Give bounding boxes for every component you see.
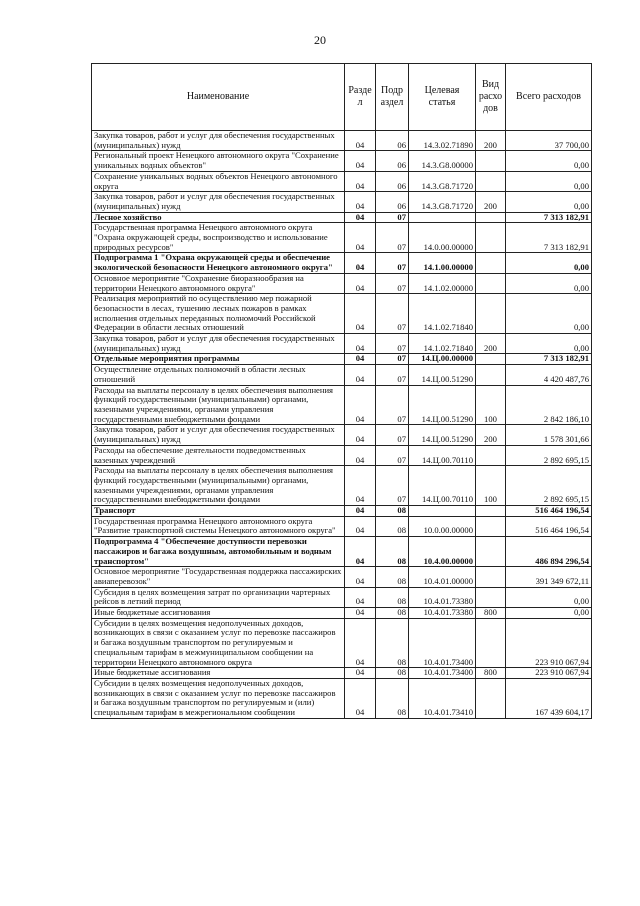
cell-name: Закупка товаров, работ и услуг для обеспечения государственных (муниципальных) нужд — [92, 131, 345, 151]
cell-total: 1 578 301,66 — [506, 425, 592, 445]
cell-type: 200 — [476, 131, 506, 151]
cell-total: 7 313 182,91 — [506, 212, 592, 223]
cell-subsection: 08 — [376, 618, 409, 668]
cell-target: 14.Ц.00.51290 — [409, 425, 476, 445]
cell-target: 10.4.01.00000 — [409, 567, 476, 587]
cell-name: Транспорт — [92, 506, 345, 517]
cell-section: 04 — [345, 223, 376, 253]
cell-subsection: 07 — [376, 253, 409, 273]
table-row — [92, 385, 592, 425]
table-row — [92, 171, 592, 191]
cell-section: 04 — [345, 587, 376, 607]
cell-subsection: 07 — [376, 223, 409, 253]
cell-section: 04 — [345, 294, 376, 334]
cell-subsection: 08 — [376, 608, 409, 619]
table-row — [92, 668, 592, 679]
cell-name: Государственная программа Ненецкого автономного округа "Развитие транспортной системы Ненецкого автономного округа" — [92, 516, 345, 536]
cell-type — [476, 223, 506, 253]
cell-type — [476, 445, 506, 465]
cell-name: Субсидии в целях возмещения недополученных доходов, возникающих в связи с оказанием услуг по перевозке пассажиров и багажа воздушным транспортом по регулируемым и специальным тарифам в межмуниципальном сообщении на территории Ненецкого автономного округа — [92, 618, 345, 668]
cell-section: 04 — [345, 334, 376, 354]
cell-section: 04 — [345, 608, 376, 619]
cell-subsection: 07 — [376, 365, 409, 385]
table-row — [92, 334, 592, 354]
cell-target: 14.1.02.71840 — [409, 294, 476, 334]
cell-section: 04 — [345, 131, 376, 151]
cell-section: 04 — [345, 212, 376, 223]
table-row — [92, 466, 592, 506]
header-section: Разде л — [345, 64, 376, 131]
cell-subsection: 06 — [376, 171, 409, 191]
cell-type — [476, 567, 506, 587]
table-row — [92, 516, 592, 536]
cell-subsection: 07 — [376, 445, 409, 465]
cell-target: 10.4.01.73400 — [409, 618, 476, 668]
cell-type: 100 — [476, 466, 506, 506]
cell-target: 14.Ц.00.51290 — [409, 365, 476, 385]
table-row — [92, 618, 592, 668]
cell-total: 37 700,00 — [506, 131, 592, 151]
cell-section: 04 — [345, 385, 376, 425]
cell-type — [476, 678, 506, 718]
cell-name: Реализация мероприятий по осуществлению мер пожарной безопасности в лесах, тушению лесных пожаров в рамках исполнения отдельных переданных полномочий Российской Федерации в области лесных отношений — [92, 294, 345, 334]
cell-total: 4 420 487,76 — [506, 365, 592, 385]
table-row — [92, 608, 592, 619]
cell-target: 10.4.01.73380 — [409, 608, 476, 619]
cell-total: 0,00 — [506, 294, 592, 334]
cell-target — [409, 506, 476, 517]
table-row — [92, 131, 592, 151]
cell-type: 800 — [476, 608, 506, 619]
cell-subsection: 08 — [376, 668, 409, 679]
cell-name: Закупка товаров, работ и услуг для обеспечения государственных (муниципальных) нужд — [92, 192, 345, 212]
budget-table — [91, 63, 592, 719]
cell-section: 04 — [345, 171, 376, 191]
cell-name: Региональный проект Ненецкого автономного округа "Сохранение уникальных водных объектов" — [92, 151, 345, 171]
cell-type — [476, 365, 506, 385]
cell-type — [476, 151, 506, 171]
cell-section: 04 — [345, 425, 376, 445]
cell-subsection: 07 — [376, 385, 409, 425]
table-row — [92, 365, 592, 385]
cell-name: Осуществление отдельных полномочий в области лесных отношений — [92, 365, 345, 385]
cell-total: 2 842 186,10 — [506, 385, 592, 425]
cell-total: 0,00 — [506, 253, 592, 273]
header-name: Наименование — [92, 64, 345, 131]
cell-section: 04 — [345, 678, 376, 718]
cell-type — [476, 516, 506, 536]
cell-total: 2 892 695,15 — [506, 445, 592, 465]
cell-name: Иные бюджетные ассигнования — [92, 668, 345, 679]
cell-subsection: 06 — [376, 192, 409, 212]
cell-target: 14.1.00.00000 — [409, 253, 476, 273]
cell-name: Подпрограмма 4 "Обеспечение доступности перевозки пассажиров и багажа воздушным, автомобильным и водным транспортом" — [92, 537, 345, 567]
cell-type — [476, 618, 506, 668]
header-total: Всего расходов — [506, 64, 592, 131]
cell-section: 04 — [345, 567, 376, 587]
table-row — [92, 678, 592, 718]
cell-type — [476, 587, 506, 607]
cell-section: 04 — [345, 466, 376, 506]
cell-name: Отдельные мероприятия программы — [92, 354, 345, 365]
cell-target: 14.0.00.00000 — [409, 223, 476, 253]
cell-target: 14.3.G8.00000 — [409, 151, 476, 171]
cell-total: 0,00 — [506, 273, 592, 293]
cell-subsection: 07 — [376, 425, 409, 445]
cell-section: 04 — [345, 273, 376, 293]
table-row — [92, 506, 592, 517]
table-row — [92, 223, 592, 253]
cell-type: 800 — [476, 668, 506, 679]
cell-subsection: 06 — [376, 131, 409, 151]
cell-section: 04 — [345, 618, 376, 668]
cell-name: Иные бюджетные ассигнования — [92, 608, 345, 619]
cell-section: 04 — [345, 668, 376, 679]
cell-section: 04 — [345, 365, 376, 385]
cell-total: 0,00 — [506, 192, 592, 212]
cell-total: 7 313 182,91 — [506, 354, 592, 365]
cell-total: 0,00 — [506, 171, 592, 191]
cell-target: 14.3.02.71890 — [409, 131, 476, 151]
cell-total: 7 313 182,91 — [506, 223, 592, 253]
cell-subsection: 08 — [376, 516, 409, 536]
cell-target: 14.3.G8.71720 — [409, 192, 476, 212]
cell-name: Сохранение уникальных водных объектов Ненецкого автономного округа — [92, 171, 345, 191]
cell-name: Государственная программа Ненецкого автономного округа "Охрана окружающей среды, воспроизводство и использование природных ресурсов" — [92, 223, 345, 253]
cell-type: 200 — [476, 192, 506, 212]
table-row — [92, 294, 592, 334]
table-row — [92, 587, 592, 607]
cell-section: 04 — [345, 253, 376, 273]
cell-subsection: 06 — [376, 151, 409, 171]
table-row — [92, 445, 592, 465]
cell-subsection: 08 — [376, 587, 409, 607]
cell-section: 04 — [345, 354, 376, 365]
cell-section: 04 — [345, 445, 376, 465]
cell-total: 516 464 196,54 — [506, 516, 592, 536]
table-row — [92, 253, 592, 273]
table-row — [92, 151, 592, 171]
cell-name: Расходы на выплаты персоналу в целях обеспечения выполнения функций государственными (муниципальными) органами, казенными учреждениями, органами управления государственными внебюджетными фондами — [92, 385, 345, 425]
cell-type — [476, 273, 506, 293]
cell-subsection: 07 — [376, 273, 409, 293]
cell-target: 10.4.01.73400 — [409, 668, 476, 679]
cell-subsection: 07 — [376, 354, 409, 365]
cell-target: 14.Ц.00.51290 — [409, 385, 476, 425]
cell-name: Основное мероприятие "Сохранение биоразнообразия на территории Ненецкого автономного округа" — [92, 273, 345, 293]
cell-type: 100 — [476, 385, 506, 425]
cell-section: 04 — [345, 151, 376, 171]
table-row — [92, 192, 592, 212]
cell-type — [476, 171, 506, 191]
table-header-row — [92, 64, 592, 131]
cell-subsection: 07 — [376, 294, 409, 334]
cell-target: 10.4.00.00000 — [409, 537, 476, 567]
cell-name: Субсидия в целях возмещения затрат по организации чартерных рейсов в летний период — [92, 587, 345, 607]
table-row — [92, 425, 592, 445]
cell-total: 0,00 — [506, 334, 592, 354]
cell-total: 391 349 672,11 — [506, 567, 592, 587]
cell-section: 04 — [345, 506, 376, 517]
cell-total: 0,00 — [506, 608, 592, 619]
cell-section: 04 — [345, 192, 376, 212]
header-subsection: Подр аздел — [376, 64, 409, 131]
table-row — [92, 212, 592, 223]
cell-name: Субсидии в целях возмещения недополученных доходов, возникающих в связи с оказанием услуг по перевозке пассажиров и багажа воздушным транспортом по регулируемым и (или) специальным тарифам в межрегиональном сообщении — [92, 678, 345, 718]
cell-subsection: 07 — [376, 212, 409, 223]
table-row — [92, 537, 592, 567]
cell-total: 486 894 296,54 — [506, 537, 592, 567]
cell-subsection: 08 — [376, 537, 409, 567]
cell-type: 200 — [476, 425, 506, 445]
cell-name: Основное мероприятие "Государственная поддержка пассажирских авиаперевозок" — [92, 567, 345, 587]
cell-type — [476, 212, 506, 223]
cell-total: 223 910 067,94 — [506, 668, 592, 679]
cell-type — [476, 537, 506, 567]
cell-target: 14.1.02.00000 — [409, 273, 476, 293]
cell-subsection: 08 — [376, 567, 409, 587]
cell-subsection: 08 — [376, 506, 409, 517]
cell-type — [476, 294, 506, 334]
cell-name: Закупка товаров, работ и услуг для обеспечения государственных (муниципальных) нужд — [92, 425, 345, 445]
cell-name: Расходы на обеспечение деятельности подведомственных казенных учреждений — [92, 445, 345, 465]
cell-name: Расходы на выплаты персоналу в целях обеспечения выполнения функций государственными (муниципальными) органами, казенными учреждениями, органами управления государственными внебюджетными фондами — [92, 466, 345, 506]
cell-target: 14.Ц.00.70110 — [409, 445, 476, 465]
cell-target: 14.1.02.71840 — [409, 334, 476, 354]
cell-total: 0,00 — [506, 587, 592, 607]
cell-target: 14.Ц.00.00000 — [409, 354, 476, 365]
cell-target: 14.3.G8.71720 — [409, 171, 476, 191]
cell-subsection: 07 — [376, 466, 409, 506]
cell-subsection: 08 — [376, 678, 409, 718]
table-body — [92, 131, 592, 719]
cell-total: 0,00 — [506, 151, 592, 171]
cell-type — [476, 506, 506, 517]
cell-target: 10.0.00.00000 — [409, 516, 476, 536]
cell-total: 223 910 067,94 — [506, 618, 592, 668]
cell-total: 2 892 695,15 — [506, 466, 592, 506]
header-type: Вид расхо дов — [476, 64, 506, 131]
table-row — [92, 567, 592, 587]
cell-name: Лесное хозяйство — [92, 212, 345, 223]
cell-total: 167 439 604,17 — [506, 678, 592, 718]
cell-subsection: 07 — [376, 334, 409, 354]
page-number: 20 — [314, 33, 326, 47]
header-target: Целевая статья — [409, 64, 476, 131]
cell-target: 10.4.01.73410 — [409, 678, 476, 718]
cell-target — [409, 212, 476, 223]
cell-target: 10.4.01.73380 — [409, 587, 476, 607]
cell-name: Закупка товаров, работ и услуг для обеспечения государственных (муниципальных) нужд — [92, 334, 345, 354]
cell-type — [476, 354, 506, 365]
cell-section: 04 — [345, 537, 376, 567]
cell-type: 200 — [476, 334, 506, 354]
table-row — [92, 354, 592, 365]
cell-type — [476, 253, 506, 273]
table-row — [92, 273, 592, 293]
cell-section: 04 — [345, 516, 376, 536]
cell-target: 14.Ц.00.70110 — [409, 466, 476, 506]
cell-name: Подпрограмма 1 "Охрана окружающей среды и обеспечение экологической безопасности Ненецкого автономного округа" — [92, 253, 345, 273]
cell-total: 516 464 196,54 — [506, 506, 592, 517]
